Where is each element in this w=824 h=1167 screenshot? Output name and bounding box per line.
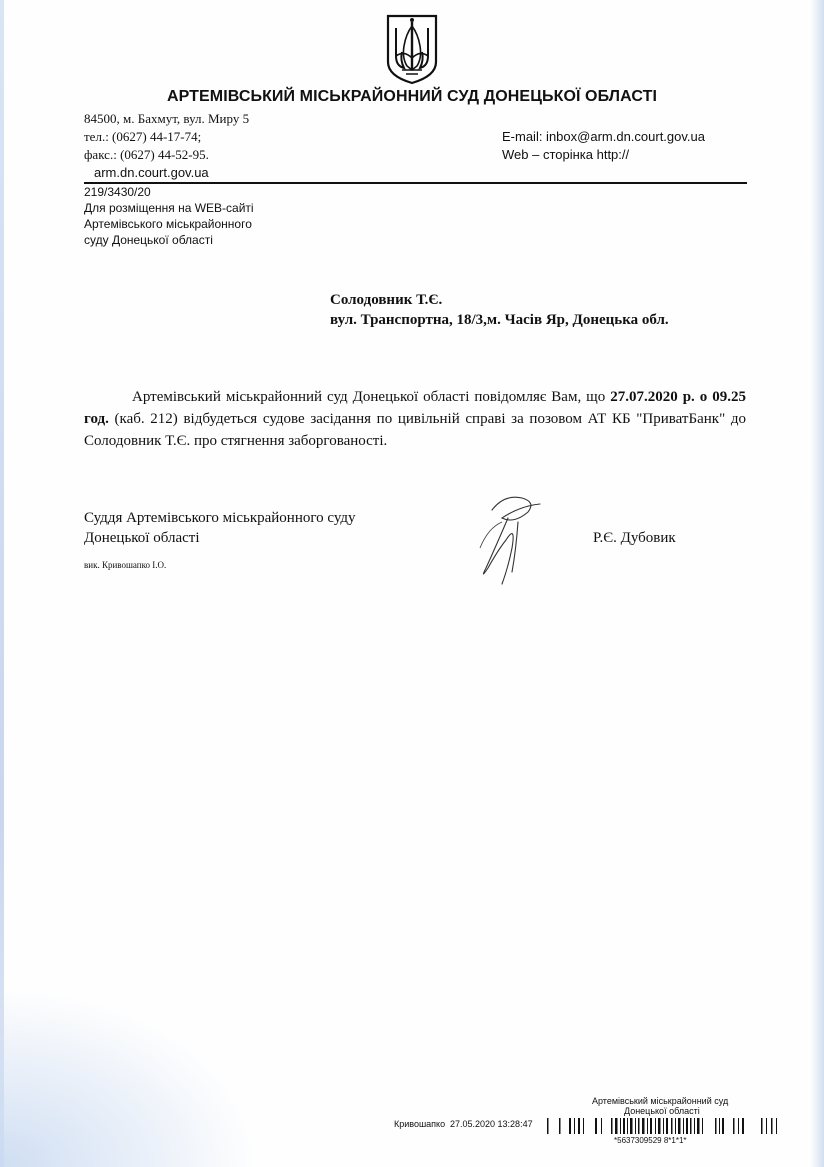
body-part-1: Артемівський міськрайонний суд Донецької області повідомляє Вам, що [132,389,611,405]
court-title: АРТЕМІВСЬКИЙ МІСЬКРАЙОННИЙ СУД ДОНЕЦЬКОЇ ОБЛАСТІ [166,88,658,105]
body-part-3: (каб. 212) відбудеться судове засідання по цивільній справі за позовом АТ КБ "ПриватБанк" до Солодовник Т.Є. про стягнення заборгованості. [84,411,746,449]
hearing-date: 27.07.2020 [610,389,678,405]
court-email: E-mail: inbox@arm.dn.court.gov.ua [502,129,705,144]
coat-of-arms-icon [384,12,440,86]
barcode-number: *5637309529 8*1*1* [614,1136,687,1145]
judge-name: Р.Є. Дубовик [593,530,676,546]
notice-body [84,386,746,452]
header-divider [84,182,747,184]
recipient-address: вул. Транспортна, 18/3,м. Часів Яр, Донецька обл. [330,312,669,328]
stamp-datetime: 27.05.2020 13:28:47 [450,1119,533,1129]
barcode-icon [547,1116,779,1138]
purpose-line-3: суду Донецької області [84,233,213,247]
scan-shadow [0,987,260,1167]
court-phone: тел.: (0627) 44-17-74; [84,129,202,144]
judge-position-line-2: Донецької області [84,530,200,546]
recipient-name: Солодовник Т.Є. [330,292,443,308]
scan-edge-right [810,0,824,1167]
case-number: 219/3430/20 [84,185,151,199]
stamp-registrar: Кривошапко [394,1119,446,1129]
stamp-org-line-1: Артемівський міськрайонний суд [592,1096,729,1106]
stamp-org-line-2: Донецької області [624,1106,700,1116]
court-fax: факс.: (0627) 44-52-95. [84,147,209,162]
handwritten-signature [462,488,554,588]
purpose-line-1: Для розміщення на WEB-сайті [84,201,254,215]
purpose-line-2: Артемівського міськрайонного [84,217,252,231]
executor-note: вик. Кривошапко І.О. [84,560,167,570]
court-address: 84500, м. Бахмут, вул. Миру 5 [84,111,250,126]
court-web: Web – сторінка http:// [502,147,630,162]
court-web-continued: arm.dn.court.gov.ua [94,165,209,180]
judge-position-line-1: Суддя Артемівського міськрайонного суду [84,510,356,526]
hearing-time: р. о 09.25 год. [84,389,747,427]
